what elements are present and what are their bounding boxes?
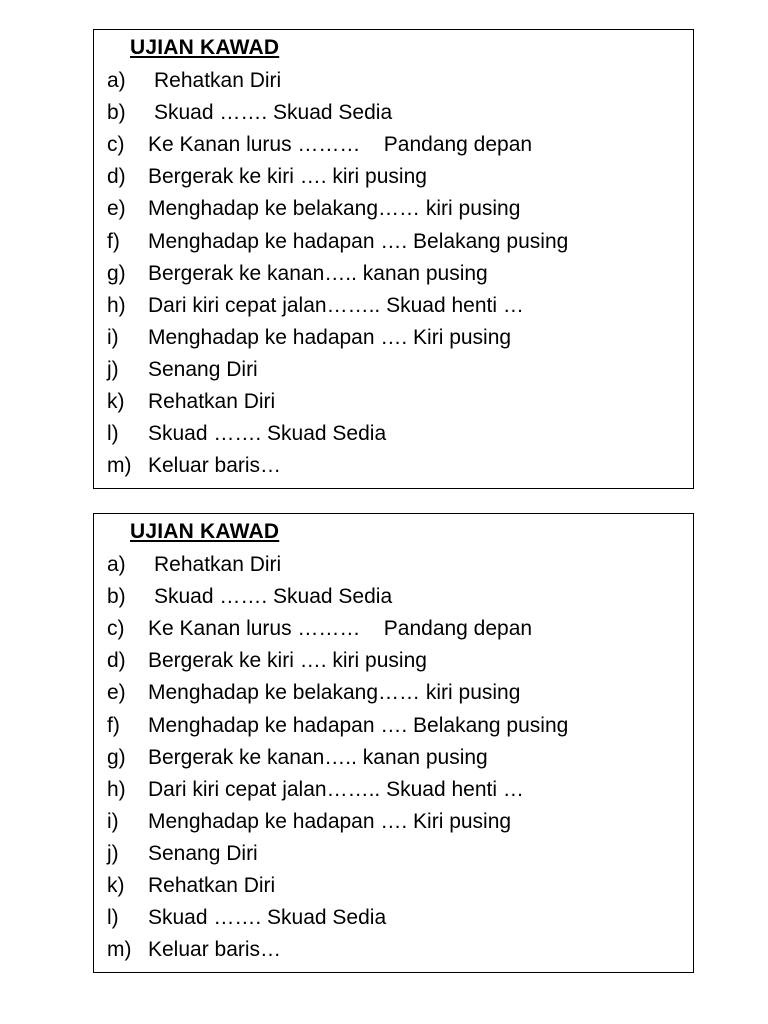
item-marker: l) xyxy=(107,422,119,446)
item-marker: k) xyxy=(107,874,125,897)
item-marker: f) xyxy=(107,713,120,737)
item-text: Menghadap ke belakang…… kiri pusing xyxy=(148,681,521,705)
item-text: Skuad ……. Skuad Sedia xyxy=(154,585,393,609)
item-text: Menghadap ke hadapan …. Belakang pusing xyxy=(148,713,569,737)
item-text: Senang Diri xyxy=(148,841,258,865)
item-text: Dari kiri cepat jalan…….. Skuad henti … xyxy=(148,293,524,317)
item-text: Keluar baris… xyxy=(148,938,282,962)
item-marker: j) xyxy=(107,357,119,381)
item-marker: g) xyxy=(107,745,126,769)
item-marker: e) xyxy=(107,197,126,221)
item-text: Bergerak ke kiri …. kiri pusing xyxy=(148,165,427,189)
item-marker: l) xyxy=(107,906,119,930)
item-text: Skuad ……. Skuad Sedia xyxy=(148,906,387,930)
item-marker: i) xyxy=(107,325,119,349)
item-text: Bergerak ke kiri …. kiri pusing xyxy=(148,649,427,673)
test-card-1 xyxy=(93,29,694,489)
item-marker: b) xyxy=(107,101,126,125)
item-text: Menghadap ke belakang…… kiri pusing xyxy=(148,197,521,221)
item-marker: m) xyxy=(107,938,132,962)
item-marker: k) xyxy=(107,390,125,413)
item-marker: e) xyxy=(107,681,126,705)
item-text: Rehatkan Diri xyxy=(148,874,276,897)
item-marker: c) xyxy=(107,617,125,641)
item-text: Ke Kanan lurus ……… Pandang depan xyxy=(148,617,533,641)
item-text: Rehatkan Diri xyxy=(154,69,282,92)
card-title: UJIAN KAWAD xyxy=(130,520,280,543)
item-text: Menghadap ke hadapan …. Kiri pusing xyxy=(148,809,512,833)
item-text: Dari kiri cepat jalan…….. Skuad henti … xyxy=(148,777,524,801)
test-card-2 xyxy=(93,513,694,973)
item-text: Rehatkan Diri xyxy=(148,390,276,413)
item-text: Skuad ……. Skuad Sedia xyxy=(154,101,393,125)
item-text: Rehatkan Diri xyxy=(154,553,282,576)
item-marker: a) xyxy=(107,553,126,576)
item-marker: d) xyxy=(107,649,126,673)
item-marker: h) xyxy=(107,293,126,317)
card-title: UJIAN KAWAD xyxy=(130,36,280,59)
item-marker: b) xyxy=(107,585,126,609)
item-marker: j) xyxy=(107,841,119,865)
item-marker: m) xyxy=(107,454,132,478)
item-text: Senang Diri xyxy=(148,357,258,381)
item-marker: c) xyxy=(107,133,125,157)
item-marker: i) xyxy=(107,809,119,833)
item-text: Bergerak ke kanan….. kanan pusing xyxy=(148,261,488,285)
item-text: Ke Kanan lurus ……… Pandang depan xyxy=(148,133,533,157)
item-marker: d) xyxy=(107,165,126,189)
item-marker: h) xyxy=(107,777,126,801)
item-text: Skuad ……. Skuad Sedia xyxy=(148,422,387,446)
item-text: Keluar baris… xyxy=(148,454,282,478)
item-marker: a) xyxy=(107,69,126,92)
item-marker: g) xyxy=(107,261,126,285)
item-text: Menghadap ke hadapan …. Kiri pusing xyxy=(148,325,512,349)
item-text: Bergerak ke kanan….. kanan pusing xyxy=(148,745,488,769)
item-text: Menghadap ke hadapan …. Belakang pusing xyxy=(148,229,569,253)
item-marker: f) xyxy=(107,229,120,253)
